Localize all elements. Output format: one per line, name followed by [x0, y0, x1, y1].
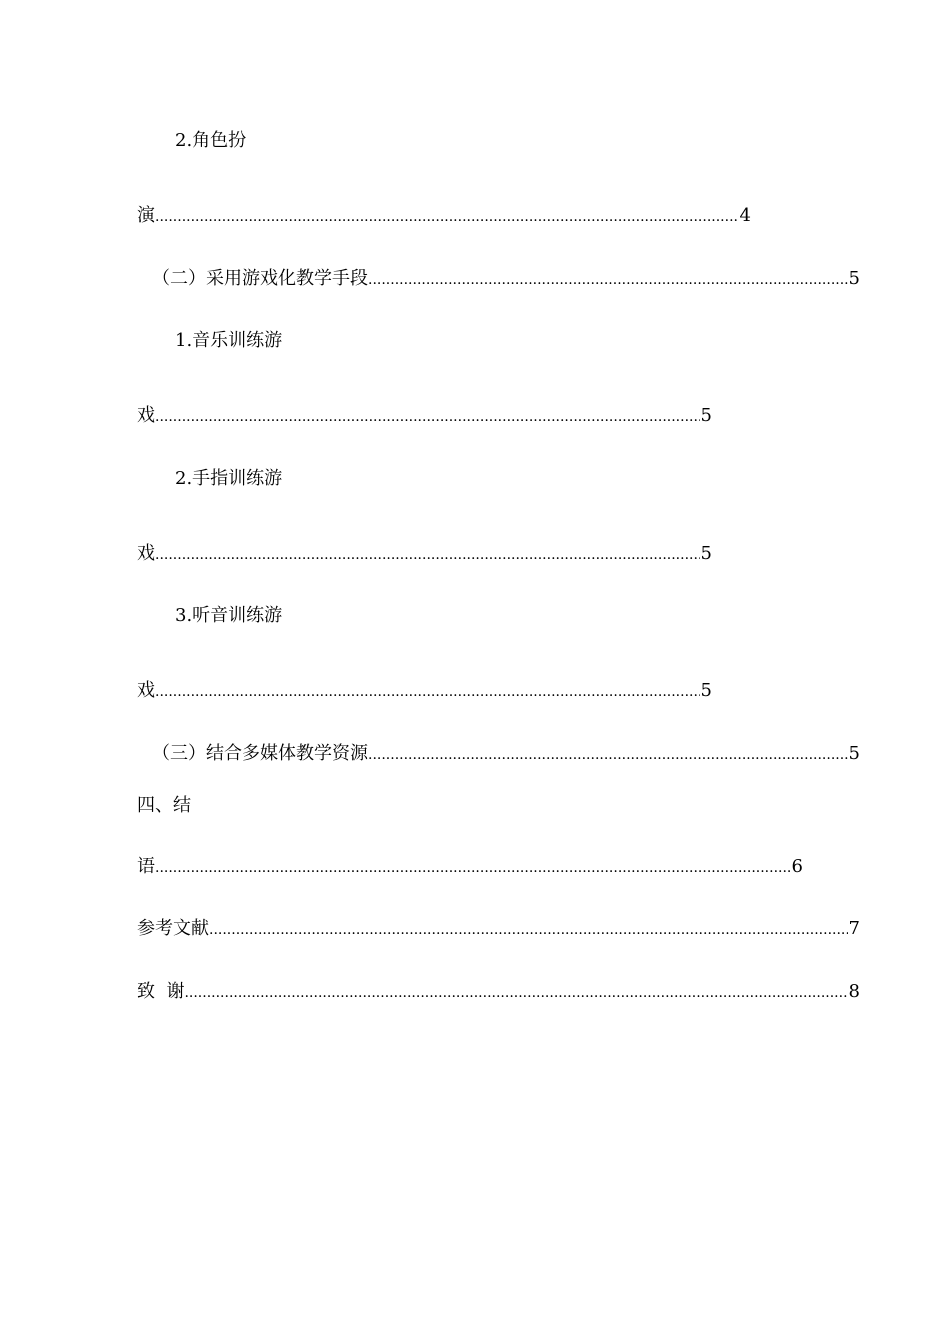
toc-entry-label: 语	[137, 856, 155, 877]
toc-entry-label: 戏	[137, 543, 155, 564]
dot-leader	[155, 542, 700, 567]
toc-page-number: 6	[791, 856, 803, 877]
toc-entry-listening-game[interactable]	[137, 678, 712, 704]
toc-item-finger-prefix: 2.手指训练游	[175, 468, 283, 489]
toc-entry-label: 戏	[137, 405, 155, 426]
toc-item-listening-prefix: 3.听音训练游	[175, 605, 283, 626]
toc-page-number: 5	[700, 680, 712, 701]
toc-entry-finger-game[interactable]	[137, 541, 712, 567]
toc-page-number: 7	[848, 918, 860, 939]
toc-entry-label: 参考文献	[137, 918, 209, 939]
toc-entry-label: 戏	[137, 680, 155, 701]
toc-item-music-prefix: 1.音乐训练游	[175, 330, 283, 351]
toc-entry-acknowledgements[interactable]	[137, 979, 860, 1005]
toc-item-role-play-prefix: 2.角色扮	[175, 130, 247, 151]
toc-page-number: 5	[700, 405, 712, 426]
toc-entry-music-game[interactable]	[137, 403, 712, 429]
dot-leader	[368, 742, 848, 767]
dot-leader	[155, 855, 791, 880]
toc-page-number: 5	[848, 743, 860, 764]
dot-leader	[155, 204, 739, 229]
dot-leader	[209, 917, 848, 942]
dot-leader	[155, 404, 700, 429]
toc-page-number: 8	[848, 981, 860, 1002]
dot-leader	[184, 980, 847, 1005]
toc-entry-section-2[interactable]	[152, 266, 860, 292]
toc-chapter-4-prefix: 四、结	[137, 795, 191, 816]
toc-page-number: 4	[739, 205, 751, 226]
toc-entry-references[interactable]	[137, 916, 860, 942]
toc-entry-role-play[interactable]	[137, 203, 751, 229]
toc-page-number: 5	[700, 543, 712, 564]
toc-entry-chapter-4[interactable]	[137, 854, 803, 880]
dot-leader	[368, 267, 848, 292]
toc-entry-label: 演	[137, 205, 155, 226]
toc-page-number: 5	[848, 268, 860, 289]
toc-entry-label: 致 谢	[137, 981, 185, 1002]
toc-entry-section-3[interactable]	[152, 741, 860, 767]
toc-entry-label: （二）采用游戏化教学手段	[152, 268, 368, 289]
toc-entry-label: （三）结合多媒体教学资源	[152, 743, 368, 764]
dot-leader	[155, 679, 700, 704]
